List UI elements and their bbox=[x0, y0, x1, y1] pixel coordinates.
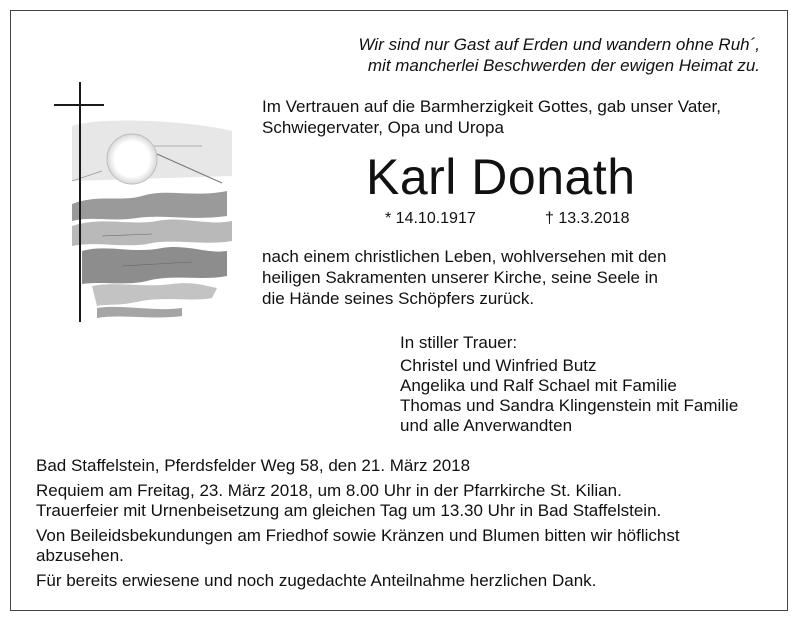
cross-landscape-illustration bbox=[42, 76, 242, 326]
epigraph-quote bbox=[240, 34, 760, 76]
intro-line: Schwiegervater, Opa und Uropa bbox=[262, 118, 504, 137]
intro-line: Im Vertrauen auf die Barmherzigkeit Gottes, gab unser Vater, bbox=[262, 97, 721, 116]
thanks-note: Für bereits erwiesene und noch zugedachte Anteilnahme herzlichen Dank. bbox=[36, 571, 597, 590]
mourner-name: Christel und Winfried Butz bbox=[400, 356, 597, 375]
quote-line: Wir sind nur Gast auf Erden und wandern ohne Ruh´, bbox=[358, 35, 760, 54]
place-date: Bad Staffelstein, Pferdsfelder Weg 58, den 21. März 2018 bbox=[36, 456, 471, 475]
sun-icon bbox=[107, 134, 157, 184]
funeral-info: Trauerfeier mit Urnenbeisetzung am gleichen Tag um 13.30 Uhr in Bad Staffelstein. bbox=[36, 501, 662, 520]
mourners-block bbox=[400, 333, 790, 436]
life-line: die Hände seines Schöpfers zurück. bbox=[262, 289, 535, 308]
mourner-name: Thomas und Sandra Klingenstein mit Familie bbox=[400, 396, 739, 415]
quote-line: mit mancherlei Beschwerden der ewigen Heimat zu. bbox=[367, 56, 760, 75]
requiem-info: Requiem am Freitag, 23. März 2018, um 8.00 Uhr in der Pfarrkirche St. Kilian. bbox=[36, 481, 622, 500]
deceased-name: Karl Donath bbox=[366, 149, 636, 205]
death-date: † 13.3.2018 bbox=[545, 210, 630, 227]
mourner-name: und alle Anverwandten bbox=[400, 416, 573, 435]
life-line: nach einem christlichen Leben, wohlversehen mit den bbox=[262, 247, 667, 266]
condolence-note: Von Beileidsbekundungen am Friedhof sowie Kränzen und Blumen bitten wir höflichst bbox=[36, 526, 680, 545]
birth-date: * 14.10.1917 bbox=[385, 210, 476, 227]
mourners-heading: In stiller Trauer: bbox=[400, 333, 518, 352]
life-text bbox=[262, 246, 782, 309]
mourner-name: Angelika und Ralf Schael mit Familie bbox=[400, 376, 677, 395]
footer-details bbox=[36, 456, 776, 591]
life-line: heiligen Sakramenten unserer Kirche, seine Seele in bbox=[262, 268, 658, 287]
condolence-note-cont: abzusehen. bbox=[36, 546, 124, 565]
intro-text bbox=[262, 96, 782, 138]
